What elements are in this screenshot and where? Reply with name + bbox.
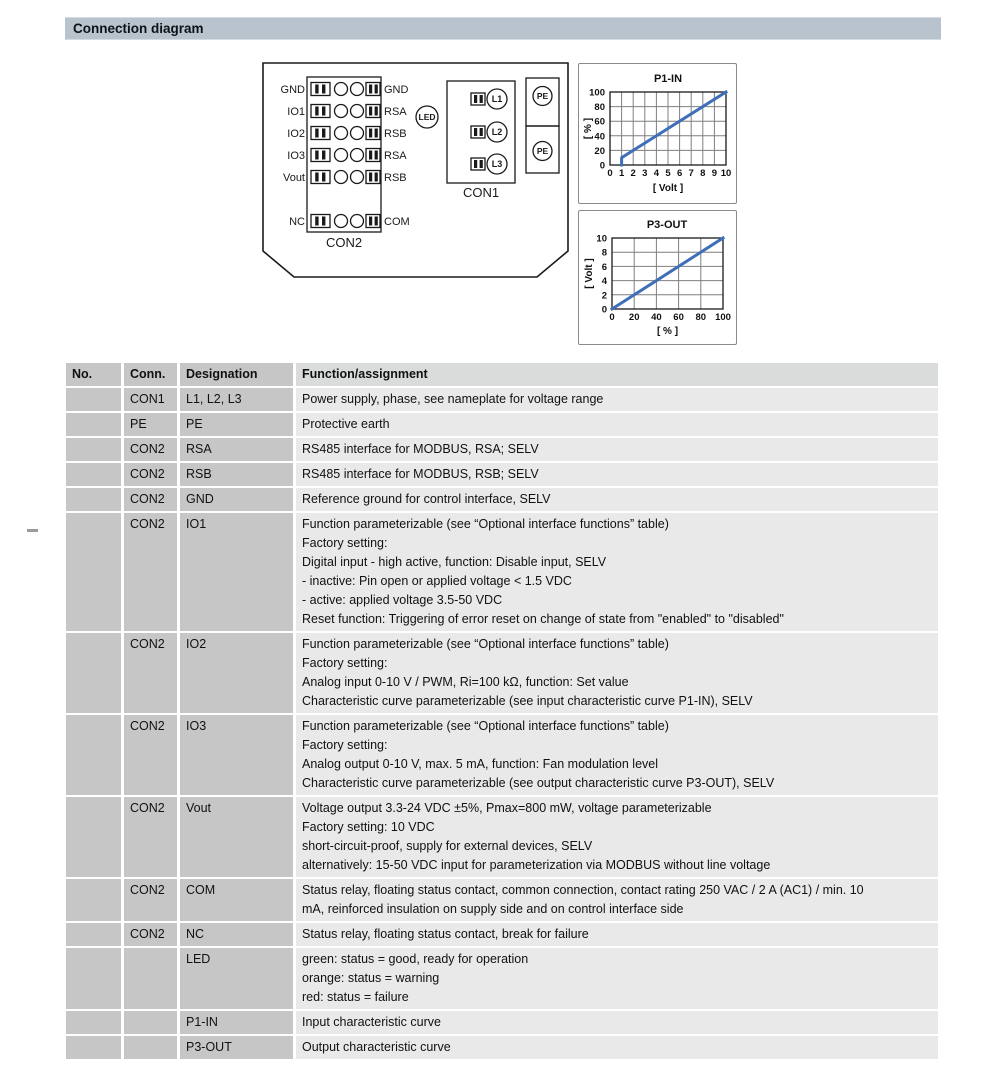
chart-title: P1-IN [653,73,683,85]
function-line: Output characteristic curve [302,1040,451,1054]
pin-label-left: GND [280,84,305,96]
terminal-icon [311,149,330,162]
pe-terminals [526,78,559,173]
terminal-icon [366,171,380,184]
cell-designation: GND [180,488,293,511]
cell-function [296,633,938,713]
terminal-icon [366,127,380,140]
data-line [612,238,723,309]
x-tick-label: 60 [673,312,684,323]
function-line: Analog output 0-10 V, max. 5 mA, function: Fan modulation level [302,757,658,771]
cell-no [66,413,121,436]
cell-conn: CON2 [124,715,177,795]
data-line [622,92,726,165]
device-outline [263,63,568,277]
table-body [66,388,938,1059]
table-row [66,463,938,486]
function-line: Characteristic curve parameterizable (see output characteristic curve P3-OUT), SELV [302,776,775,790]
cell-no [66,923,121,946]
header-function: Function/assignment [296,363,938,386]
cell-no [66,879,121,921]
function-line: - inactive: Pin open or applied voltage < 1.5 VDC [302,574,572,588]
cell-conn: CON2 [124,633,177,713]
function-line: Characteristic curve parameterizable (see input characteristic curve P1-IN), SELV [302,694,753,708]
cell-conn [124,1036,177,1059]
table-row [66,715,938,795]
con2-row [287,105,407,119]
x-axis-label: [ Volt ] [652,183,684,194]
pin-label-right: RSB [384,172,407,184]
header-conn: Conn. [124,363,177,386]
cell-no [66,1011,121,1034]
cell-no [66,488,121,511]
cell-designation: NC [180,923,293,946]
x-tick-label: 0 [607,168,613,179]
cell-function [296,923,938,946]
phase-label: L1 [491,94,503,104]
terminal-icon [366,149,380,162]
section-title: Connection diagram [73,21,204,36]
terminal-icon [311,105,330,118]
table-row [66,388,938,411]
cell-designation: COM [180,879,293,921]
function-line: Status relay, floating status contact, break for failure [302,927,589,941]
table-row [66,879,938,921]
table-row [66,948,938,1009]
y-tick-label: 0 [599,160,605,172]
phase-label: L3 [491,159,503,169]
table-row [66,513,938,631]
screw-hole-icon [335,105,348,118]
function-line: green: status = good, ready for operation [302,952,529,966]
function-line: Reset function: Triggering of error reset on change of state from "enabled" to "disabled" [302,612,784,626]
x-tick-label: 10 [720,168,732,179]
cell-function [296,513,938,631]
table-row [66,633,938,713]
cell-conn: CON2 [124,923,177,946]
phase-label: L2 [491,127,503,137]
table-row [66,797,938,877]
screw-hole-icon [351,127,364,140]
connection-table [63,361,941,1061]
cell-function [296,488,938,511]
con2-row [287,149,407,163]
cell-designation: LED [180,948,293,1009]
screw-hole-icon [335,171,348,184]
y-tick-label: 100 [589,87,605,99]
screw-hole-icon [351,105,364,118]
function-line: orange: status = warning [302,971,440,985]
screw-hole-icon [351,149,364,162]
pin-label-left: IO2 [287,128,305,140]
cell-no [66,388,121,411]
screw-hole-icon [351,83,364,96]
cell-function [296,463,938,486]
pe-label: PE [536,91,549,101]
terminal-icon [471,126,485,138]
cell-no [66,715,121,795]
cell-designation: Vout [180,797,293,877]
y-tick-label: 60 [594,116,605,128]
terminal-icon [366,105,380,118]
y-tick-label: 2 [601,290,607,302]
terminal-icon [366,215,380,228]
pin-label-right: RSB [384,128,407,140]
function-line: red: status = failure [302,990,409,1004]
con2-row [287,127,406,141]
cell-no [66,513,121,631]
function-line: Protective earth [302,417,390,431]
cell-conn: CON2 [124,488,177,511]
terminal-icon [311,215,330,228]
screw-hole-icon [335,127,348,140]
con1-label: CON1 [462,185,500,200]
cell-designation: RSB [180,463,293,486]
pin-label-right: RSA [384,150,407,162]
function-line: Voltage output 3.3-24 VDC ±5%, Pmax=800 mW, voltage parameterizable [302,801,712,815]
cell-function [296,879,938,921]
cell-designation: IO3 [180,715,293,795]
terminal-icon [311,127,330,140]
cell-designation: P1-IN [180,1011,293,1034]
pin-label-right: RSA [384,106,407,118]
cell-function [296,438,938,461]
y-axis-label: [ Volt ] [584,258,595,289]
cell-conn: CON1 [124,388,177,411]
x-tick-label: 100 [715,312,731,323]
screw-hole-icon [335,215,348,228]
cell-designation: RSA [180,438,293,461]
cell-function [296,948,938,1009]
cell-function [296,1011,938,1034]
function-line: Factory setting: [302,536,388,550]
cell-conn: CON2 [124,797,177,877]
led-label: LED [418,112,436,122]
cell-designation: PE [180,413,293,436]
y-tick-label: 0 [601,304,607,316]
terminal-icon [311,171,330,184]
table-row [66,438,938,461]
p1-in-chart-box [578,63,737,204]
cell-function [296,388,938,411]
screw-hole-icon [351,171,364,184]
pin-label-left: NC [289,216,305,228]
x-tick-label: 7 [688,168,694,179]
x-tick-label: 6 [676,168,683,179]
function-line: Factory setting: [302,738,388,752]
y-tick-label: 10 [596,233,607,245]
cell-conn: CON2 [124,879,177,921]
function-line: Status relay, floating status contact, common connection, contact rating 250 VAC / 2 A (AC1) / min. 10 [302,883,864,897]
section-title-bar [65,17,941,40]
x-tick-label: 8 [700,168,706,179]
x-tick-label: 2 [630,168,636,179]
y-tick-label: 8 [601,247,607,259]
y-tick-label: 6 [601,261,607,273]
cell-function [296,1036,938,1059]
x-tick-label: 4 [653,168,660,179]
cell-conn: PE [124,413,177,436]
cell-conn [124,948,177,1009]
margin-dash [27,529,38,532]
pin-label-right: COM [384,216,410,228]
con1-block [447,81,515,200]
pin-label-right: GND [384,84,409,96]
table-row [66,923,938,946]
con2-row [281,83,409,97]
cell-no [66,1036,121,1059]
table-row [66,413,938,436]
cell-function [296,797,938,877]
cell-function [296,715,938,795]
pin-label-left: IO1 [287,106,305,118]
function-line: Function parameterizable (see “Optional interface functions” table) [302,517,669,531]
device-diagram [260,60,575,290]
led-indicator [416,106,438,128]
table-row [66,488,938,511]
x-tick-label: 9 [711,168,718,179]
p3-out-chart [579,211,736,344]
con2-row [283,171,407,185]
table-row [66,1036,938,1059]
screw-hole-icon [351,215,364,228]
x-axis-label: [ % ] [656,326,679,337]
cell-no [66,463,121,486]
function-line: RS485 interface for MODBUS, RSA; SELV [302,442,539,456]
p1-in-chart [579,64,736,203]
cell-function [296,413,938,436]
function-line: Reference ground for control interface, SELV [302,492,551,506]
cell-no [66,633,121,713]
x-tick-label: 5 [665,168,671,179]
header-no: No. [66,363,121,386]
pin-label-left: Vout [282,172,305,184]
function-line: short-circuit-proof, supply for external devices, SELV [302,839,593,853]
terminal-icon [366,83,380,96]
x-tick-label: 40 [651,312,662,323]
x-tick-label: 3 [642,168,648,179]
function-line: Digital input - high active, function: Disable input, SELV [302,555,607,569]
function-line: - active: applied voltage 3.5-50 VDC [302,593,503,607]
cell-designation: L1, L2, L3 [180,388,293,411]
table-header-row [66,363,938,386]
function-line: alternatively: 15-50 VDC input for parameterization via MODBUS without line voltage [302,858,771,872]
function-line: Analog input 0-10 V / PWM, Ri=100 kΩ, function: Set value [302,675,629,689]
x-tick-label: 1 [618,168,625,179]
terminal-icon [311,83,330,96]
chart-title: P3-OUT [646,219,688,231]
cell-designation: IO2 [180,633,293,713]
con2-label: CON2 [325,235,363,250]
function-line: RS485 interface for MODBUS, RSB; SELV [302,467,539,481]
cell-conn: CON2 [124,513,177,631]
function-line: Power supply, phase, see nameplate for voltage range [302,392,604,406]
cell-no [66,438,121,461]
x-tick-label: 80 [695,312,707,323]
terminal-icon [471,158,485,170]
cell-conn: CON2 [124,438,177,461]
screw-hole-icon [335,149,348,162]
function-line: Factory setting: [302,656,388,670]
function-line: Factory setting: 10 VDC [302,820,435,834]
pe-label: PE [536,146,549,156]
function-line: Function parameterizable (see “Optional interface functions” table) [302,637,669,651]
y-tick-label: 4 [601,276,607,288]
cell-conn: CON2 [124,463,177,486]
function-line: mA, reinforced insulation on supply side and on control interface side [302,902,684,916]
p3-out-chart-box [578,210,737,345]
terminal-icon [471,93,485,105]
x-tick-label: 0 [609,312,615,323]
x-tick-label: 20 [628,312,640,323]
y-axis-label: [ % ] [583,117,594,140]
y-tick-label: 20 [594,145,605,157]
cell-designation: IO1 [180,513,293,631]
y-tick-label: 40 [594,131,605,143]
cell-conn [124,1011,177,1034]
cell-designation: P3-OUT [180,1036,293,1059]
table-row [66,1011,938,1034]
cell-no [66,797,121,877]
function-line: Function parameterizable (see “Optional interface functions” table) [302,719,669,733]
pin-label-left: IO3 [287,150,305,162]
cell-no [66,948,121,1009]
function-line: Input characteristic curve [302,1015,441,1029]
y-tick-label: 80 [594,102,605,114]
con2-block [281,77,410,250]
header-designation: Designation [180,363,293,386]
screw-hole-icon [335,83,348,96]
